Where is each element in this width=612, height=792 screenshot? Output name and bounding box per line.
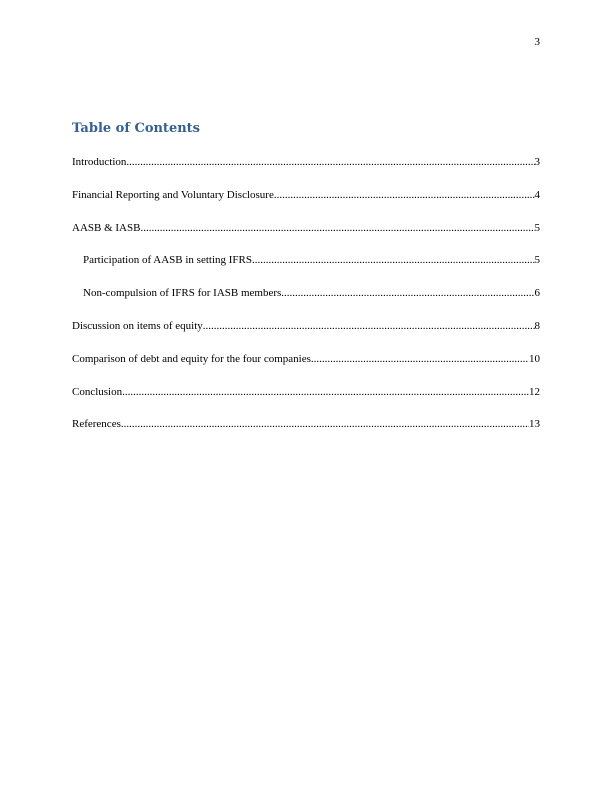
toc-entry-title: Conclusion [72, 385, 123, 398]
toc-heading: Table of Contents [72, 121, 200, 136]
toc-entry-references[interactable] [72, 417, 540, 450]
toc-entry-conclusion[interactable] [72, 385, 540, 418]
toc-entry-title: Participation of AASB in setting IFRS [83, 254, 252, 267]
toc-entry-title: Comparison of debt and equity for the four companies [72, 352, 311, 365]
toc-entry-title: Discussion on items of equity [72, 319, 203, 332]
toc-dot-leader [252, 253, 535, 267]
toc-dot-leader [311, 352, 529, 366]
toc-entry-ifrs-non-compulsion[interactable] [72, 286, 540, 319]
toc-dot-leader [126, 155, 534, 169]
toc-entry-page: 6 [534, 287, 540, 300]
toc-dot-leader [121, 417, 529, 431]
toc-entry-page: 5 [534, 221, 540, 234]
toc-entry-page: 12 [529, 385, 540, 398]
toc-dot-leader [122, 385, 529, 399]
toc-dot-leader [281, 286, 534, 300]
toc-entry-page: 5 [534, 254, 540, 267]
toc-entry-equity-discussion[interactable] [72, 319, 540, 352]
toc-entry-financial-reporting[interactable] [72, 188, 540, 221]
toc-entry-title: Non-compulsion of IFRS for IASB members [83, 287, 282, 300]
toc-entry-page: 10 [529, 352, 540, 365]
toc-entry-introduction[interactable] [72, 155, 540, 188]
toc-entry-page: 8 [534, 319, 540, 332]
toc-entry-aasb-iasb[interactable] [72, 221, 540, 254]
page-number: 3 [534, 36, 540, 48]
toc-entry-page: 4 [534, 188, 540, 201]
toc-entry-page: 13 [529, 418, 540, 431]
toc-entry-title: Introduction [72, 156, 127, 168]
toc-entry-debt-equity-comparison[interactable] [72, 352, 540, 385]
toc-entry-page: 3 [534, 156, 540, 168]
toc-entry-title: References [72, 418, 121, 431]
table-of-contents [72, 155, 540, 450]
toc-dot-leader [140, 221, 534, 235]
toc-entry-aasb-participation[interactable] [72, 253, 540, 286]
toc-dot-leader [203, 319, 535, 333]
toc-entry-title: Financial Reporting and Voluntary Disclosure [72, 188, 274, 201]
toc-dot-leader [274, 188, 535, 202]
toc-entry-title: AASB & IASB [72, 221, 141, 234]
